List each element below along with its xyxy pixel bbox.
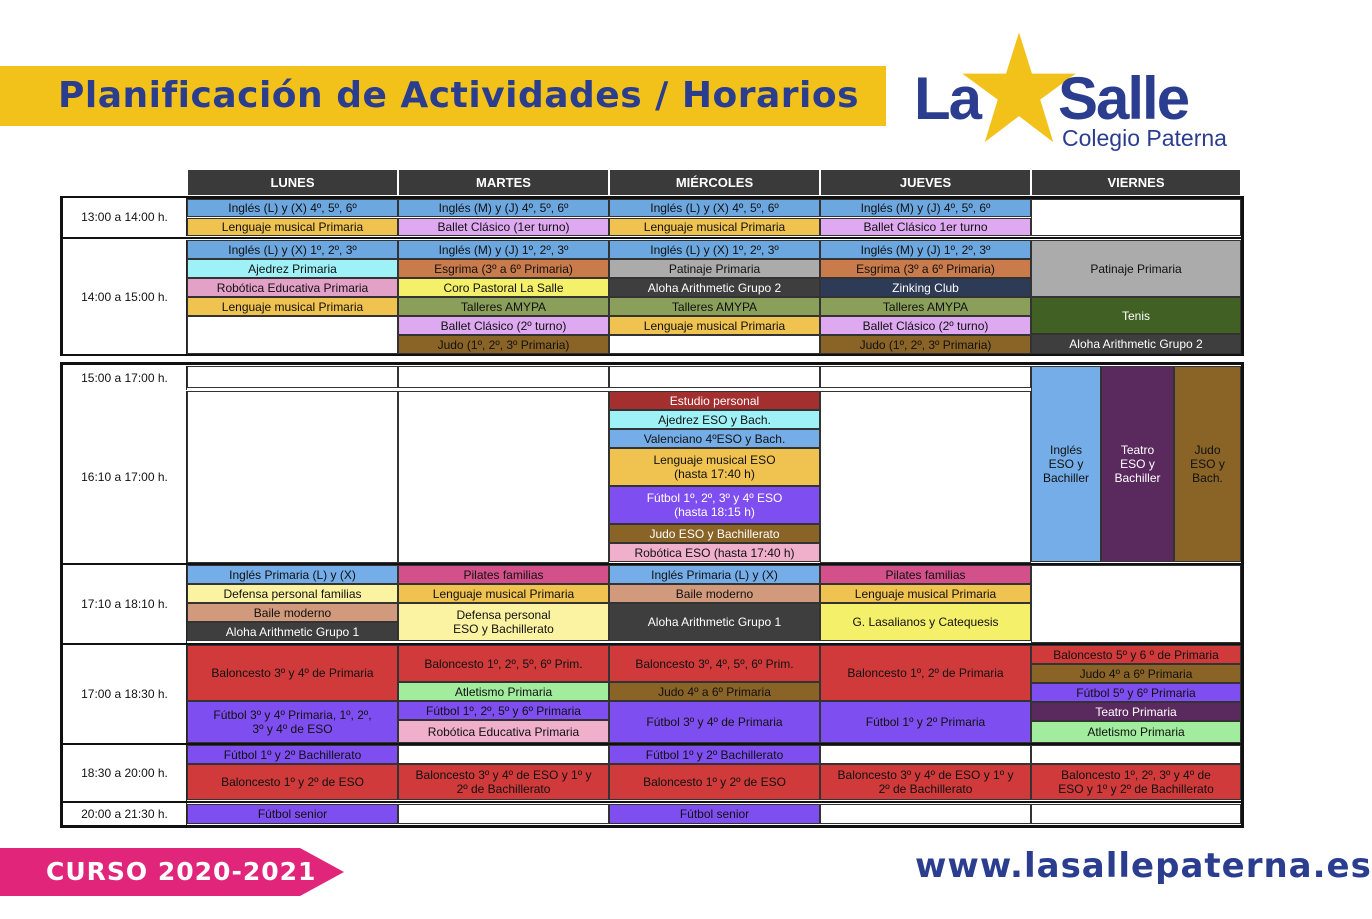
activity-cell: Inglés (L) y (X) 4º, 5º, 6º bbox=[187, 199, 398, 217]
activity-cell: Fútbol 1º, 2º, 3º y 4º ESO (hasta 18:15 h) bbox=[609, 486, 820, 524]
activity-cell: Inglés (M) y (J) 4º, 5º, 6º bbox=[820, 199, 1031, 217]
activity-cell: Judo (1º, 2º, 3º Primaria) bbox=[398, 335, 609, 354]
activity-cell: Aloha Arithmetic Grupo 1 bbox=[609, 603, 820, 641]
activity-cell: Valenciano 4ºESO y Bach. bbox=[609, 429, 820, 448]
activity-cell: Lenguaje musical Primaria bbox=[398, 584, 609, 603]
activity-cell: Aloha Arithmetic Grupo 2 bbox=[609, 278, 820, 297]
activity-cell: Atletismo Primaria bbox=[1031, 721, 1241, 743]
empty-cell bbox=[398, 804, 609, 824]
activity-cell: Fútbol 3º y 4º Primaria, 1º, 2º, 3º y 4º de ESO bbox=[187, 701, 398, 743]
empty-cell bbox=[820, 366, 1031, 388]
activity-cell: Inglés Primaria (L) y (X) bbox=[187, 565, 398, 584]
activity-cell: Lenguaje musical Primaria bbox=[187, 218, 398, 236]
activity-cell: Atletismo Primaria bbox=[398, 682, 609, 701]
activity-cell: Baloncesto 1º y 2º de ESO bbox=[609, 764, 820, 800]
time-slot-label: 16:10 a 17:00 h. bbox=[63, 391, 187, 563]
page-title: Planificación de Actividades / Horarios bbox=[58, 75, 860, 116]
empty-cell bbox=[187, 366, 398, 388]
activity-cell: Coro Pastoral La Salle bbox=[398, 278, 609, 297]
activity-cell: Judo ESO y Bach. bbox=[1174, 366, 1241, 562]
row-divider bbox=[60, 801, 1244, 803]
empty-cell bbox=[820, 391, 1031, 563]
activity-cell: Inglés (L) y (X) 4º, 5º, 6º bbox=[609, 199, 820, 217]
empty-cell bbox=[187, 391, 398, 563]
activity-cell: Fútbol senior bbox=[187, 804, 398, 824]
activity-cell: Inglés (L) y (X) 1º, 2º, 3º bbox=[187, 240, 398, 259]
activity-cell: Baloncesto 3º y 4º de ESO y 1º y 2º de Bachillerato bbox=[398, 764, 609, 800]
activity-cell: Ballet Clásico (1er turno) bbox=[398, 218, 609, 236]
activity-cell: Fútbol 3º y 4º de Primaria bbox=[609, 701, 820, 743]
empty-cell bbox=[398, 391, 609, 563]
day-header: MIÉRCOLES bbox=[610, 170, 819, 195]
activity-cell: Aloha Arithmetic Grupo 1 bbox=[187, 622, 398, 641]
empty-cell bbox=[187, 316, 398, 354]
activity-cell: Talleres AMYPA bbox=[820, 297, 1031, 316]
activity-cell: Defensa personal ESO y Bachillerato bbox=[398, 603, 609, 641]
activity-cell: Defensa personal familias bbox=[187, 584, 398, 603]
activity-cell: Lenguaje musical ESO (hasta 17:40 h) bbox=[609, 448, 820, 486]
activity-cell: Teatro Primaria bbox=[1031, 702, 1241, 721]
activity-cell: Talleres AMYPA bbox=[609, 297, 820, 316]
activity-cell: Fútbol 1º y 2º Primaria bbox=[820, 701, 1031, 743]
activity-cell: Patinaje Primaria bbox=[609, 259, 820, 278]
activity-cell: Baloncesto 3º y 4º de ESO y 1º y 2º de Bachillerato bbox=[820, 764, 1031, 800]
activity-cell: Zinking Club bbox=[820, 278, 1031, 297]
time-slot-label: 17:10 a 18:10 h. bbox=[63, 564, 187, 644]
course-label: CURSO 2020-2021 bbox=[46, 857, 317, 886]
activity-cell: Baloncesto 3º y 4º de Primaria bbox=[187, 645, 398, 701]
activity-cell: Inglés Primaria (L) y (X) bbox=[609, 565, 820, 584]
empty-cell bbox=[1031, 565, 1241, 643]
activity-cell: Baloncesto 1º, 2º, 3º y 4º de ESO y 1º y 2º de Bachillerato bbox=[1031, 764, 1241, 800]
activity-cell: Pilates familias bbox=[398, 565, 609, 584]
empty-cell bbox=[609, 366, 820, 388]
activity-cell: Inglés (M) y (J) 1º, 2º, 3º bbox=[820, 240, 1031, 259]
activity-cell: Inglés (L) y (X) 1º, 2º, 3º bbox=[609, 240, 820, 259]
activity-cell: Baile moderno bbox=[609, 584, 820, 603]
activity-cell: Ballet Clásico (2º turno) bbox=[398, 316, 609, 335]
activity-cell: Baloncesto 3º, 4º, 5º, 6º Prim. bbox=[609, 645, 820, 682]
empty-cell bbox=[820, 804, 1031, 824]
activity-cell: Ajedrez Primaria bbox=[187, 259, 398, 278]
empty-cell bbox=[609, 335, 820, 354]
empty-cell bbox=[1031, 199, 1241, 236]
activity-cell: Judo ESO y Bachillerato bbox=[609, 524, 820, 543]
logo-subtitle: Colegio Paterna bbox=[1062, 125, 1227, 151]
website-link[interactable]: www.lasallepaterna.es bbox=[915, 846, 1372, 886]
activity-cell: Inglés (M) y (J) 1º, 2º, 3º bbox=[398, 240, 609, 259]
activity-cell: Tenis bbox=[1031, 297, 1241, 334]
activity-cell: Judo (1º, 2º, 3º Primaria) bbox=[820, 335, 1031, 354]
activity-cell: Patinaje Primaria bbox=[1031, 240, 1241, 297]
activity-cell: Ballet Clásico 1er turno bbox=[820, 218, 1031, 236]
activity-cell: Lenguaje musical Primaria bbox=[609, 218, 820, 236]
day-header: VIERNES bbox=[1032, 170, 1240, 195]
activity-cell: Fútbol 1º y 2º Bachillerato bbox=[187, 745, 398, 764]
activity-cell: Robótica Educativa Primaria bbox=[187, 278, 398, 297]
activity-cell: Judo 4º a 6º Primaria bbox=[1031, 664, 1241, 683]
logo-text-salle: Salle bbox=[1058, 65, 1189, 132]
empty-cell bbox=[1031, 745, 1241, 764]
activity-cell: Robótica ESO (hasta 17:40 h) bbox=[609, 543, 820, 562]
activity-cell: Ajedrez ESO y Bach. bbox=[609, 410, 820, 429]
activity-cell: Fútbol senior bbox=[609, 804, 820, 824]
activity-cell: Lenguaje musical Primaria bbox=[609, 316, 820, 335]
activity-cell: Lenguaje musical Primaria bbox=[820, 584, 1031, 603]
activity-cell: Baloncesto 1º, 2º de Primaria bbox=[820, 645, 1031, 701]
activity-cell: Esgrima (3º a 6º Primaria) bbox=[398, 259, 609, 278]
row-divider bbox=[60, 237, 1244, 239]
activity-cell: Baloncesto 5º y 6 º de Primaria bbox=[1031, 645, 1241, 664]
activity-cell: Estudio personal bbox=[609, 391, 820, 410]
time-slot-label: 14:00 a 15:00 h. bbox=[63, 240, 187, 354]
activity-cell: Baile moderno bbox=[187, 603, 398, 622]
time-slot-label: 20:00 a 21:30 h. bbox=[63, 803, 187, 825]
time-slot-label: 13:00 a 14:00 h. bbox=[63, 198, 187, 236]
activity-cell: Ballet Clásico (2º turno) bbox=[820, 316, 1031, 335]
activity-cell: Teatro ESO y Bachiller bbox=[1101, 366, 1174, 562]
activity-cell: Esgrima (3º a 6º Primaria) bbox=[820, 259, 1031, 278]
activity-cell: Fútbol 1º y 2º Bachillerato bbox=[609, 745, 820, 764]
empty-cell bbox=[398, 745, 609, 764]
empty-cell bbox=[398, 366, 609, 388]
activity-cell: Robótica Educativa Primaria bbox=[398, 720, 609, 743]
activity-cell: Fútbol 5º y 6º Primaria bbox=[1031, 683, 1241, 702]
day-header: MARTES bbox=[399, 170, 608, 195]
day-header: LUNES bbox=[188, 170, 397, 195]
activity-cell: G. Lasalianos y Catequesis bbox=[820, 603, 1031, 641]
activity-cell: Baloncesto 1º, 2º, 5º, 6º Prim. bbox=[398, 645, 609, 682]
activity-cell: Judo 4º a 6º Primaria bbox=[609, 682, 820, 701]
empty-cell bbox=[820, 745, 1031, 764]
activity-cell: Pilates familias bbox=[820, 565, 1031, 584]
logo-text-la: La bbox=[914, 65, 981, 132]
day-header: JUEVES bbox=[821, 170, 1030, 195]
activity-cell: Aloha Arithmetic Grupo 2 bbox=[1031, 334, 1241, 354]
time-slot-label: 15:00 a 17:00 h. bbox=[63, 366, 187, 390]
empty-cell bbox=[1031, 804, 1241, 824]
activity-cell: Lenguaje musical Primaria bbox=[187, 297, 398, 316]
activity-cell: Talleres AMYPA bbox=[398, 297, 609, 316]
activity-cell: Inglés ESO y Bachiller bbox=[1031, 366, 1101, 562]
activity-cell: Baloncesto 1º y 2º de ESO bbox=[187, 764, 398, 800]
activity-cell: Inglés (M) y (J) 4º, 5º, 6º bbox=[398, 199, 609, 217]
activity-cell: Fútbol 1º, 2º, 5º y 6º Primaria bbox=[398, 701, 609, 720]
time-slot-label: 17:00 a 18:30 h. bbox=[63, 644, 187, 744]
time-slot-label: 18:30 a 20:00 h. bbox=[63, 745, 187, 801]
